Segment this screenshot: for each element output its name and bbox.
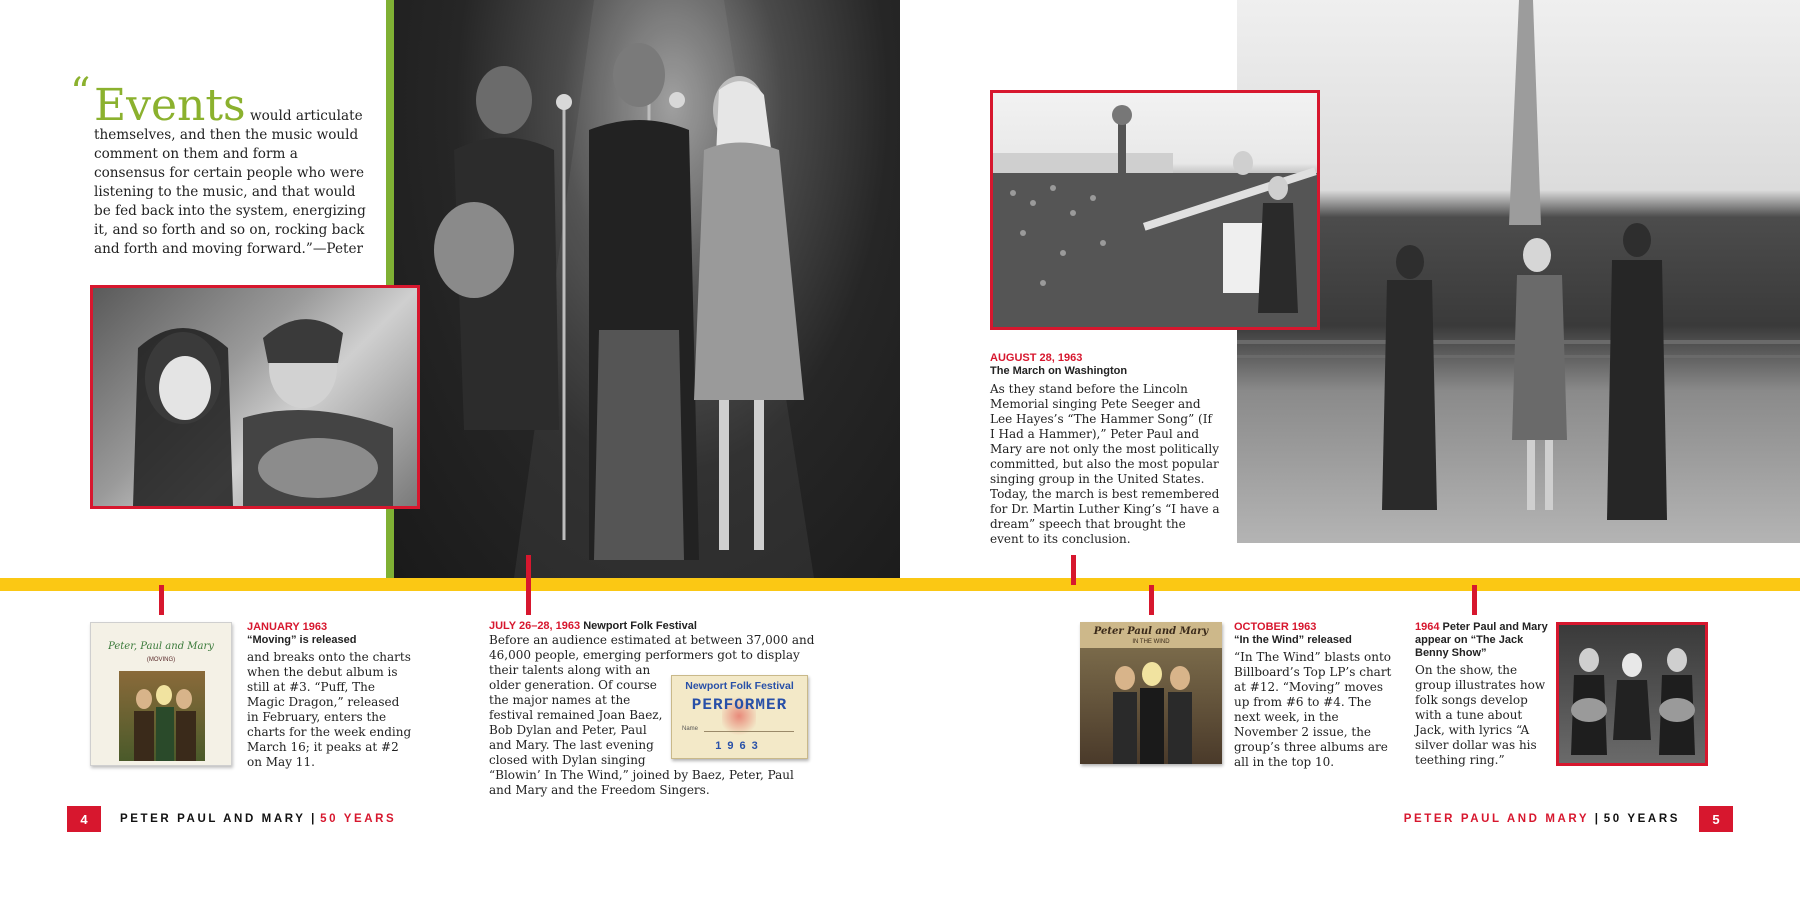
baez-dylan-photo <box>90 285 420 509</box>
quote-text: would articulate themselves, and then the music would comment on them and form a consensus for certain people who were listening to the music, and that would be fed back into the system, energizing it, and so forth and so on, rocking back and forth and moving forward.”—Peter <box>94 108 366 257</box>
oct-body: “In The Wind” blasts onto Billboard’s Top LP’s chart at #12. “Moving” moves up from #6 to #4. The next week, in the November 2 issue, the group’s three albums are all in the top 10. <box>1234 650 1392 769</box>
footer-left-name: PETER PAUL AND MARY <box>120 813 306 825</box>
y1964-body: On the show, the group illustrates how folk songs develop with a tune about Jack, with lyrics “A silver dollar was his teething ring.” <box>1415 663 1546 767</box>
wind-album-sub: IN THE WIND <box>1132 639 1170 645</box>
timeline-oct <box>1234 621 1394 770</box>
footer-left-years: 50 YEARS <box>320 813 397 825</box>
march-body: As they stand before the Lincoln Memorial singing Pete Seeger and Lee Hayes’s “The Hammer Song” (If I Had a Hammer),” Peter Paul and Mary are not only the most politically committed, but also the most popular singing group in the United States. Today, the march is best remembered for Dr. Martin Luther King’s “I have a dream” speech that brought the event to its conclusion. <box>990 382 1220 546</box>
quote-lead-word: Events <box>94 80 246 131</box>
footer-right-sep: | <box>1594 813 1598 825</box>
in-the-wind-album-cover <box>1080 622 1222 764</box>
march-caption <box>990 352 1220 547</box>
oct-title: “In the Wind” released <box>1234 634 1352 646</box>
march-date: AUGUST 28, 1963 <box>990 352 1083 364</box>
footer-left <box>120 813 396 825</box>
newport-performer-ticket <box>671 675 808 759</box>
page-number-right: 5 <box>1699 806 1733 832</box>
timeline-tick-oct <box>1149 585 1154 615</box>
jan-title: “Moving” is released <box>247 634 357 646</box>
moving-album-photo <box>119 671 205 761</box>
ticket-title: Newport Folk Festival <box>685 680 794 692</box>
washington-monument-photo <box>1237 0 1800 543</box>
ticket-name-label: Name <box>682 726 699 732</box>
quote-mark: “ <box>70 70 91 116</box>
footer-left-sep: | <box>311 813 315 825</box>
jan-date: JANUARY 1963 <box>247 621 328 633</box>
y1964-title: Peter Paul and Mary appear on “The Jack Benny Show” <box>1415 621 1548 659</box>
march-crowd-photo <box>990 90 1320 330</box>
moving-album-title: Peter, Paul and Mary <box>108 641 214 652</box>
pull-quote <box>70 70 370 259</box>
jul-body-top: Before an audience estimated at between 37,000 and 46,000 people, emerging performers got to display <box>489 633 815 662</box>
timeline-tick-aug <box>1071 555 1076 585</box>
timeline-jan <box>247 621 412 770</box>
timeline-tick-jul <box>526 555 531 615</box>
page-number-left: 4 <box>67 806 101 832</box>
oct-date: OCTOBER 1963 <box>1234 621 1317 633</box>
wind-album-photo <box>1080 648 1222 764</box>
wind-album-title: Peter Paul and Mary <box>1093 626 1209 637</box>
timeline-tick-1964 <box>1472 585 1477 615</box>
march-title: The March on Washington <box>990 365 1128 377</box>
jan-body: and breaks onto the charts when the debut album is still at #3. “Puff, The Magic Dragon,” released in February, enters the charts for the week ending March 16; it peaks at #2 on May 11. <box>247 650 412 769</box>
jul-title: Newport Folk Festival <box>583 620 697 632</box>
footer-right-name: PETER PAUL AND MARY <box>1403 813 1589 825</box>
ticket-year: 1963 <box>715 740 764 752</box>
moving-album-sub: (MOVING) <box>146 657 176 663</box>
jack-benny-show-photo <box>1556 622 1708 766</box>
concert-stage-photo <box>394 0 900 578</box>
moving-album-cover <box>90 622 232 766</box>
timeline-bar <box>0 578 1800 591</box>
footer-right <box>1404 813 1680 825</box>
ticket-word: PERFORMER <box>691 696 788 714</box>
jul-body-bottom: “Blowin’ In The Wind,” joined by Baez, Peter, Paul and Mary and the Freedom Singers. <box>489 768 794 797</box>
ticket-name-line <box>704 731 794 732</box>
timeline-1964 <box>1415 621 1550 768</box>
jul-date: JULY 26–28, 1963 <box>489 620 581 632</box>
jul-body-wrap: their talents along with an older generation. Of course the major names at the festival remained Joan Baez, Bob Dylan and Peter, Paul and Mary. The last evening closed with Dylan singing <box>489 663 663 767</box>
y1964-date: 1964 <box>1415 621 1440 633</box>
footer-right-years: 50 YEARS <box>1603 813 1680 825</box>
timeline-tick-jan <box>159 585 164 615</box>
